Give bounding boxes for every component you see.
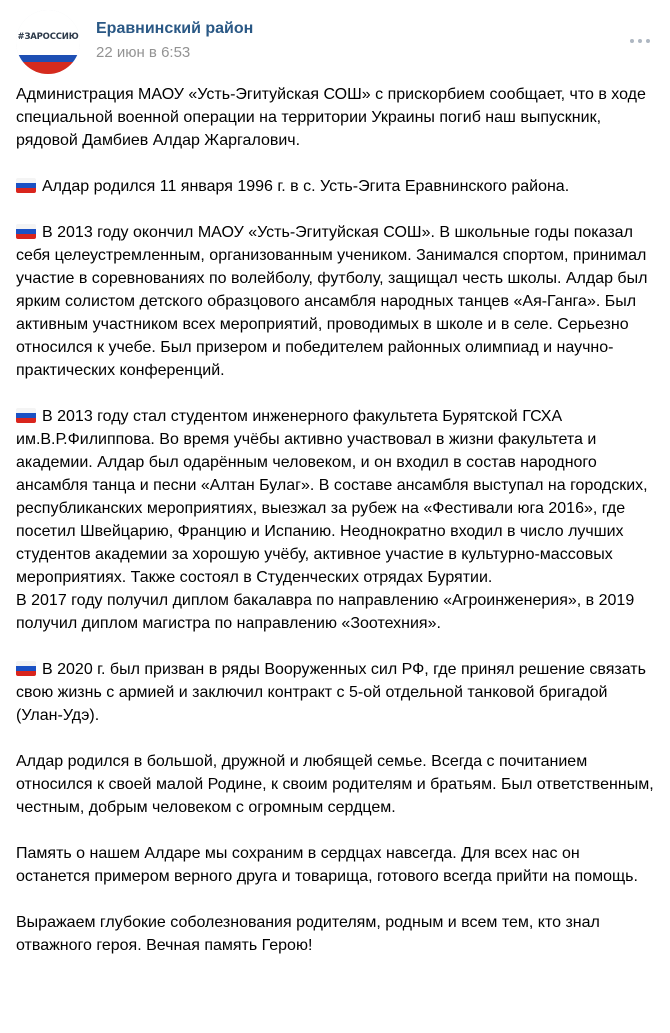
more-options-button[interactable] [630,34,654,48]
paragraph-birth-text: Алдар родился 11 января 1996 г. в с. Усть-Эгита Еравнинского района. [42,178,570,195]
group-name-link[interactable]: Еравнинский район [96,20,254,37]
paragraph-army [16,658,656,727]
russian-flag-icon [16,224,36,239]
post-date-link[interactable]: 22 июн в 6:53 [96,44,191,61]
russian-flag-icon [16,661,36,676]
more-horizontal-icon [630,39,634,43]
paragraph-condolences: Выражаем глубокие соболезнования родителям, родным и всем тем, кто знал отважного героя. Вечная память Герою! [16,914,600,954]
avatar-label: #ЗАРОССИЮ [17,32,79,42]
paragraph-memory: Память о нашем Алдаре мы сохраним в сердцах навсегда. Для всех нас он останется примером верного друга и товарища, готового всегда прийти на помощь. [16,845,638,885]
group-avatar[interactable] [16,10,80,74]
russian-flag-icon [16,408,36,423]
paragraph-school-text: В 2013 году окончил МАОУ «Усть-Эгитуйская СОШ». В школьные годы показал себя целеустремленным, организованным учеником. Занимался спортом, принимал участие в соревнованиях по волейболу, футболу, защищал честь школы. Алдар был ярким солистом детского образцового ансамбля народных танцев «Ая-Ганга». Был активным участником всех мероприятий, проводимых в школе и в селе. Серьезно относился к учебе. Был призером и победителем районных олимпиад и научно-практических конференций. [16,224,648,379]
paragraph-family: Алдар родился в большой, дружной и любящей семье. Всегда с почитанием относился к своей малой Родине, к своим родителям и братьям. Был ответственным, честным, добрым человеком с огромным сердцем. [16,753,654,816]
post-text [16,83,656,980]
paragraph-university [16,405,656,589]
paragraph-school [16,221,656,382]
russian-flag-icon [16,178,36,193]
paragraph-university-text: В 2013 году стал студентом инженерного факультета Бурятской ГСХА им.В.Р.Филиппова. Во время учёбы активно участвовал в жизни факультета и академии. Алдар был одарённым человеком, и он входил в состав народного ансамбля танца и песни «Алтан Булаг». В составе ансамбля выступал на городских, республиканских мероприятиях, выезжал за рубеж на «Фестивали юга 2016», где посетил Швейцарию, Францию и Испанию. Неоднократно входил в число лучших студентов академии за хорошую учёбу, активное участие в культурно-массовых мероприятиях. Также состоял в Студенческих отрядах Бурятии. [16,408,648,586]
paragraph-intro: Администрация МАОУ «Усть-Эгитуйская СОШ» с прискорбием сообщает, что в ходе специальной военной операции на территории Украины погиб наш выпускник, рядовой Дамбиев Алдар Жаргалович. [16,86,646,149]
post-header [16,10,654,74]
paragraph-army-text: В 2020 г. был призван в ряды Вооруженных сил РФ, где принял решение связать свою жизнь с армией и заключил контракт с 5-ой отдельной танковой бригадой (Улан-Удэ). [16,661,646,724]
avatar-flag-image [16,10,80,74]
paragraph-diplomas: В 2017 году получил диплом бакалавра по направлению «Агроинженерия», в 2019 получил диплом магистра по направлению «Зоотехния». [16,592,635,632]
paragraph-birth [16,175,656,198]
